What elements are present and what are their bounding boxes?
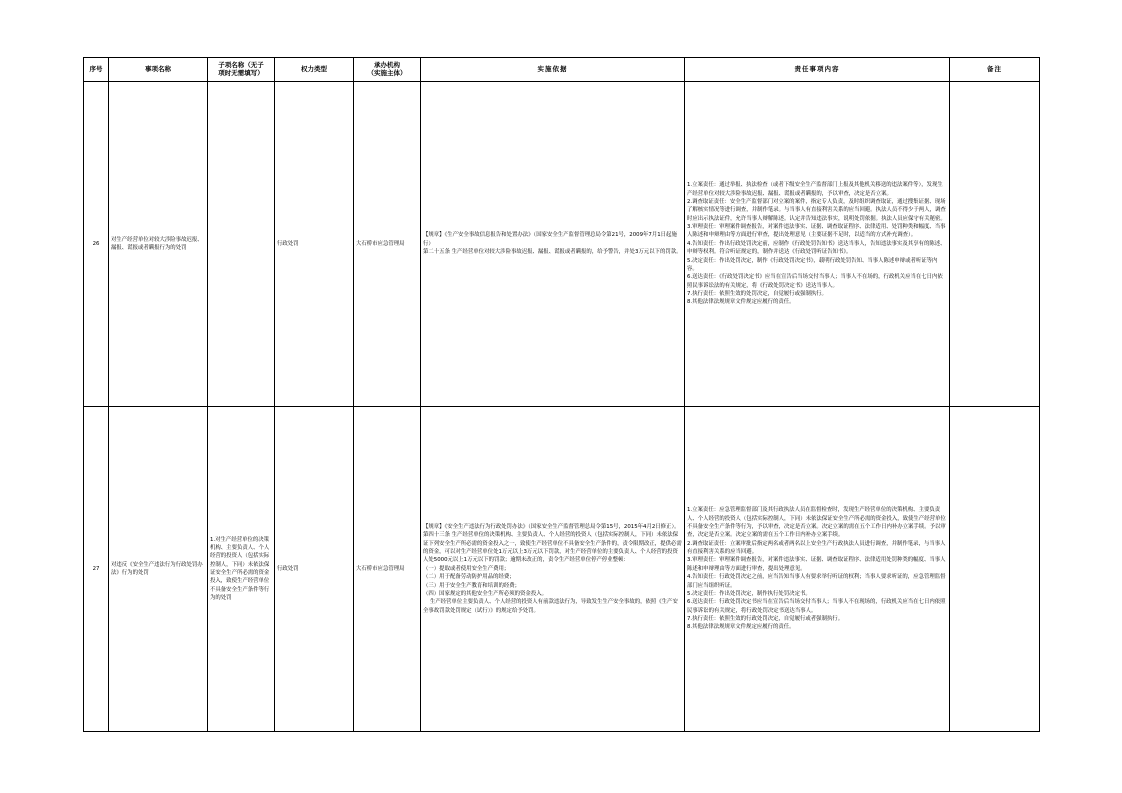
- cell-item-name: 对生产经营单位对较大涉险事故迟报、漏报、谎报或者瞒报行为的处罚: [109, 82, 208, 407]
- cell-sub-item: [208, 82, 275, 407]
- cell-seq: 26: [84, 82, 109, 407]
- cell-power-type: 行政处罚: [275, 82, 354, 407]
- cell-basis: 【规章】《安全生产违法行为行政处罚办法》（国家安全生产监督管理总局令第15号，2015年4月2日修正）。 第四十三条 生产经营单位的决策机构、主要负责人、个人经营的投资人（包括实际控制人，下同）未依法保证下列安全生产所必需的资金投入之一，致使生产经营单位不具备安全生产条件的，责令限期改正，提供必需的资金，可以对生产经营单位处1万元以上3万元以下罚款，对生产经营单位的主要负责人、个人经营的投资人处5000元以上1万元以下的罚款；逾期未改正的，责令生产经营单位停产停业整顿： （一）提取或者使用安全生产费用； （二）用于配备劳动防护用品的经费； （三）用于安全生产教育和培训的经费； （四）国家规定的其他安全生产所必须的资金投入。 生产经营单位主要负责人、个人经营的投资人有前款违法行为，导致发生生产安全事故的，依照《生产安全事故罚款处罚规定（试行）》的规定给予处罚。: [421, 407, 685, 732]
- cell-notes: [950, 82, 1040, 407]
- cell-notes: [950, 407, 1040, 732]
- cell-responsibility: 1.立案责任：应急管理监督部门及其行政执法人员在监督检查时，发现生产经营单位的决策机构、主要负责人、个人经营的投资人（包括实际控制人，下同）未依法保证安全生产所必需的资金投入，致使生产经营单位不具备安全生产条件等行为，予以审查，决定是否立案。决定立案的需在五个工作日内补办立案手续。予以审查，决定是否立案。决定立案的需在五个工作日内补办立案手续。 2.调查取证责任：立案审批后指定两名或者两名以上安全生产行政执法人员进行调查，并制作笔录，与当事人有直接利害关系的应当回避。 3.审理责任：审理案件调查报告，对案件违法事实、证据、调查取证程序、法律适用处罚种类的幅度、当事人陈述和申辩理由等方面进行审查，提出处理意见。 4.告知责任：行政处罚决定之前，应当告知当事人有要求举行听证的权利；当事人要求听证的，应急管理监督部门应当组织听证。 5.决定责任：作出处罚决定，制作执行处罚决定书。 6.送达责任：行政处罚决定书应当在宣告后当场交付当事人；当事人不在现场的，行政机关应当在七日内依照民事诉讼的有关规定，将行政处罚决定书送达当事人。 7.执行责任：依照生效的行政处罚决定，自觉履行或者强制执行。 8.其他法律法规规章文件规定应履行的责任。: [685, 407, 950, 732]
- cell-sub-item: 1.对生产经营单位的决策机构、主要负责人、个人经营的投资人（包括实际控制人，下同）未依法保证安全生产所必需的资金投入，致使生产经营单位不具备安全生产条件等行为的处罚: [208, 407, 275, 732]
- header-power-type: 权力类型: [275, 58, 354, 82]
- table-row: [84, 407, 1040, 732]
- cell-basis: 【规章】《生产安全事故信息报告和处置办法》（国家安全生产监督管理总局令第21号，2009年7月1日起施行） 第二十五条 生产经营单位对较大涉险事故迟报、漏报、谎报或者瞒报的，给予警告，并处3万元以下的罚款。: [421, 82, 685, 407]
- cell-item-name: 对违反《安全生产违法行为行政处罚办法》行为的处罚: [109, 407, 208, 732]
- cell-responsibility: 1.立案责任：通过举报、执法检查（或者下级安全生产监督部门上报及其他机关移送的违法案件等），发现生产经营单位对较大涉险事故迟报、漏报、谎报或者瞒报的，予以审查，决定是否立案。 2.调查取证责任：安全生产监督部门对立案的案件，指定专人负责，及时组织调查取证，通过搜集证据、现场了解核实情况等进行调查，并制作笔录。与当事人有直接利害关系的应当回避。执法人员不得少于两人，调查时应出示执法证件，允许当事人辩解陈述。认定并告知违法事实，说明处罚依据。执法人员应保守有关秘密。 3.审理责任：审理案件调查报告，对案件违法事实、证据、调查取证程序、法律适用、处罚种类和幅度、当事人陈述和申辩理由等方面进行审查，提出处理意见（主要证据不足时，以适当的方式补充调查）。 4.告知责任：作出行政处罚决定前，应制作《行政处罚告知书》送达当事人，告知违法事实及其享有的陈述、申辩等权利。符合听证规定的，制作并送达《行政处罚听证告知书》。 5.决定责任：作出处罚决定，制作《行政处罚决定书》，载明行政处罚告知、当事人陈述申辩或者听证等内容。 6.送达责任：《行政处罚决定书》应当在宣告后当场交付当事人；当事人不在场的，行政机关应当在七日内依照民事诉讼法的有关规定，将《行政处罚决定书》送达当事人。 7.执行责任：依照生效的处罚决定，自觉履行或强制执行。 8.其他法律法规规章文件规定应履行的责任。: [685, 82, 950, 407]
- header-sub-item: 子项名称（无子 项时无需填写）: [208, 58, 275, 82]
- header-item-name: 事项名称: [109, 58, 208, 82]
- header-responsibility: 责任事项内容: [685, 58, 950, 82]
- header-notes: 备注: [950, 58, 1040, 82]
- header-basis: 实施依据: [421, 58, 685, 82]
- header-row: [84, 58, 1040, 82]
- cell-seq: 27: [84, 407, 109, 732]
- power-list-table: [83, 57, 1040, 732]
- cell-power-type: 行政处罚: [275, 407, 354, 732]
- header-seq: 序号: [84, 58, 109, 82]
- cell-org: 大石桥市应急管理局: [354, 82, 421, 407]
- table-row: [84, 82, 1040, 407]
- cell-org: 大石桥市应急管理局: [354, 407, 421, 732]
- header-org: 承办机构 （实施主体）: [354, 58, 421, 82]
